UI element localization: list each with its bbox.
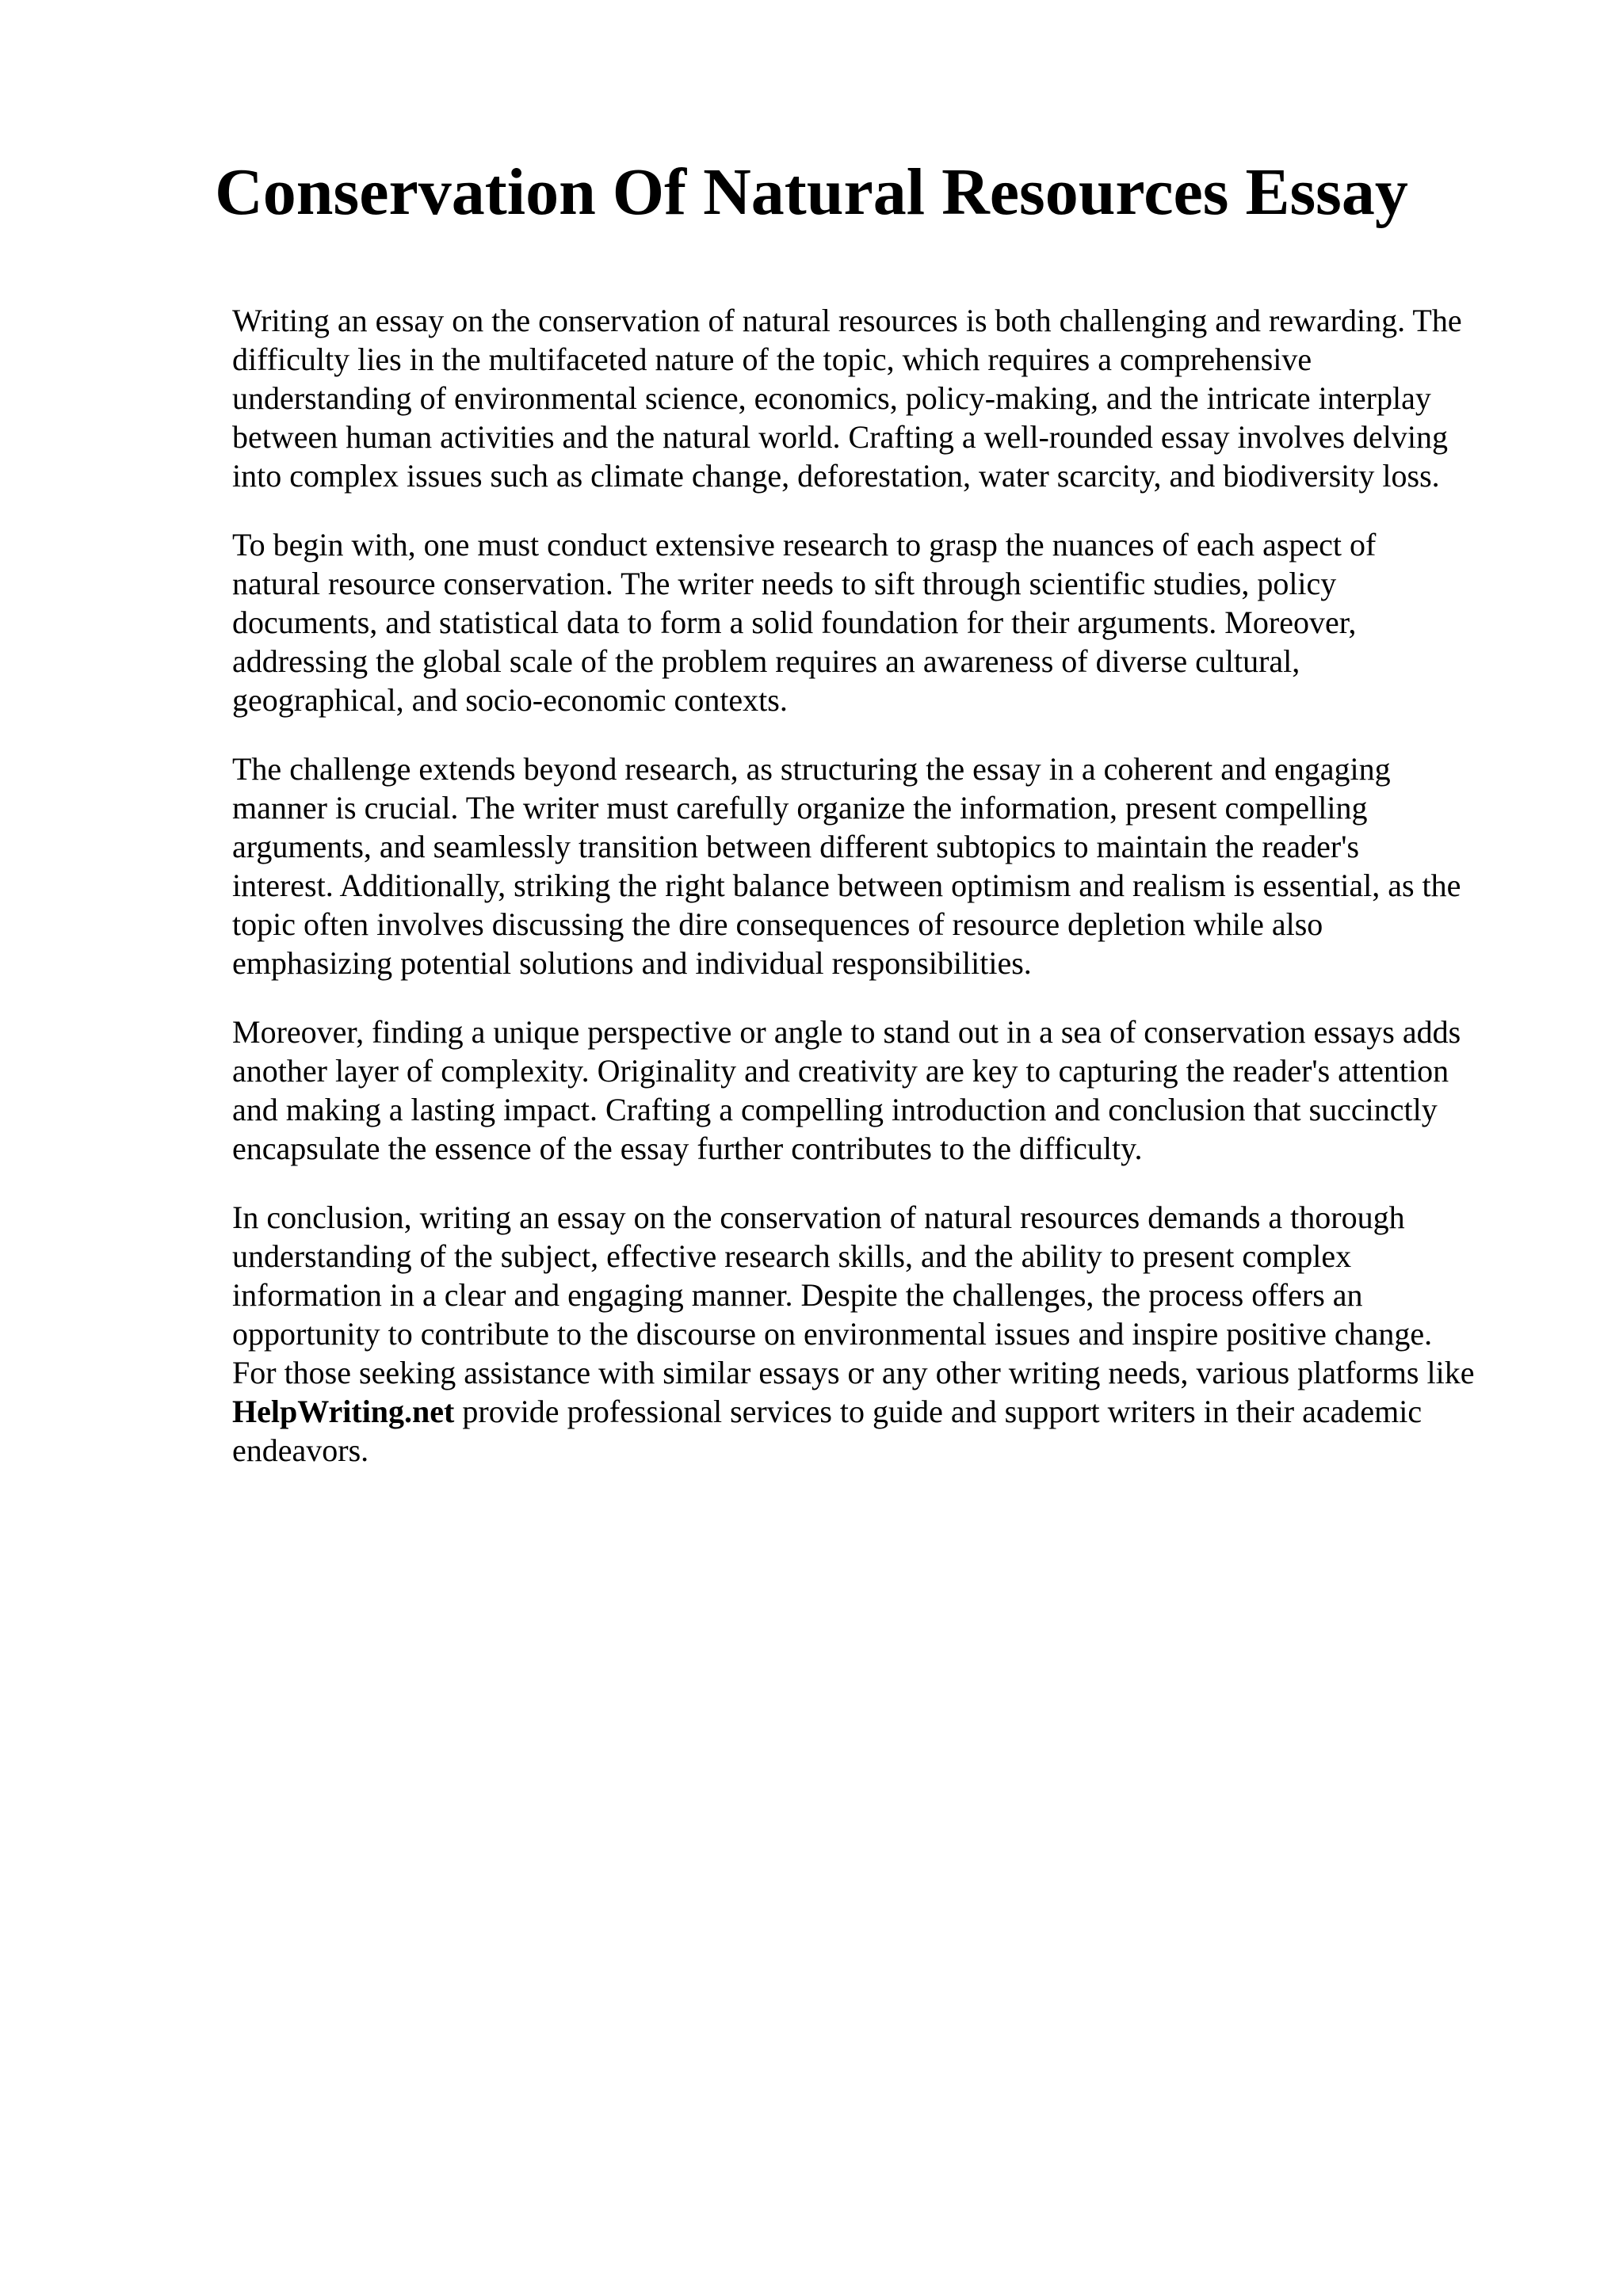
text-line: documents, and statistical data to form a solid foundation for their arguments. Moreover, [232,605,1357,640]
text-line: geographical, and socio-economic contexts. [232,682,788,718]
essay-body [232,301,1532,1500]
paragraph-2 [232,525,1532,719]
text-line: information in a clear and engaging manner. Despite the challenges, the process offers an [232,1277,1363,1313]
text-line: natural resource conservation. The writer needs to sift through scientific studies, policy [232,566,1337,601]
text-line: emphasizing potential solutions and individual responsibilities. [232,945,1032,981]
text-line: into complex issues such as climate change, deforestation, water scarcity, and biodiversity loss. [232,458,1440,494]
text-line: interest. Additionally, striking the right balance between optimism and realism is essential, as the [232,868,1461,903]
text-line: To begin with, one must conduct extensive research to grasp the nuances of each aspect of [232,527,1377,563]
text-line: endeavors. [232,1432,369,1468]
paragraph-4 [232,1013,1532,1168]
text-segment: provide professional services to guide and support writers in their academic [454,1394,1423,1429]
helpwriting-link[interactable]: HelpWriting.net [232,1394,455,1429]
text-line: topic often involves discussing the dire consequences of resource depletion while also [232,906,1323,942]
text-line: between human activities and the natural world. Crafting a well-rounded essay involves delving [232,419,1449,455]
paragraph-1 [232,301,1532,495]
page-title: Conservation Of Natural Resources Essay [215,155,1408,229]
text-line: Writing an essay on the conservation of natural resources is both challenging and rewarding. The [232,303,1462,338]
paragraph-5 [232,1198,1532,1470]
text-line: understanding of environmental science, economics, policy-making, and the intricate interplay [232,380,1431,416]
text-line: difficulty lies in the multifaceted nature of the topic, which requires a comprehensive [232,341,1312,377]
text-line: encapsulate the essence of the essay further contributes to the difficulty. [232,1131,1143,1166]
text-line: The challenge extends beyond research, as structuring the essay in a coherent and engaging [232,751,1391,787]
text-line: and making a lasting impact. Crafting a compelling introduction and conclusion that succinctly [232,1092,1438,1127]
text-line: For those seeking assistance with similar essays or any other writing needs, various platforms like [232,1355,1475,1390]
text-line: manner is crucial. The writer must carefully organize the information, present compelling [232,790,1368,826]
text-line: understanding of the subject, effective research skills, and the ability to present complex [232,1238,1352,1274]
text-line-with-brand [232,1392,1532,1431]
text-line: addressing the global scale of the problem requires an awareness of diverse cultural, [232,643,1300,679]
text-line: Moreover, finding a unique perspective or angle to stand out in a sea of conservation essays adds [232,1014,1461,1050]
paragraph-3 [232,749,1532,982]
text-line: arguments, and seamlessly transition between different subtopics to maintain the reader's [232,829,1360,864]
text-line: another layer of complexity. Originality and creativity are key to capturing the reader's attention [232,1053,1449,1089]
text-line: opportunity to contribute to the discourse on environmental issues and inspire positive change. [232,1316,1433,1352]
text-line: In conclusion, writing an essay on the conservation of natural resources demands a thorough [232,1199,1405,1235]
